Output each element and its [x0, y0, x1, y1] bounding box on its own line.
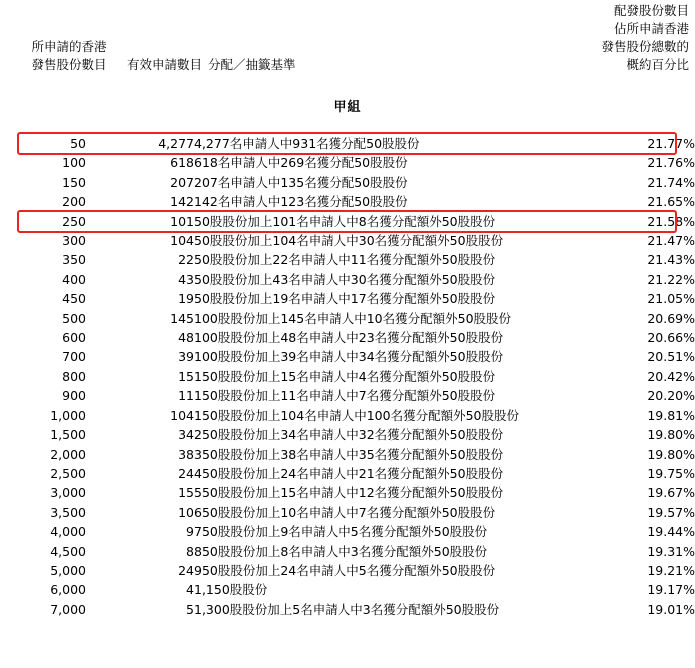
cell-shares-applied: 3,000 — [50, 485, 86, 501]
cell-allocation-basis: 100股股份加上48名申請人中23名獲分配額外50股股份 — [194, 330, 504, 346]
cell-valid-applications: 618 — [170, 155, 194, 171]
table-row — [0, 231, 695, 250]
cell-valid-applications: 104 — [170, 233, 194, 249]
cell-allocation-basis: 550股股份加上15名申請人中12名獲分配額外50股股份 — [194, 485, 504, 501]
cell-percentage: 21.58% — [647, 213, 695, 229]
cell-shares-applied: 450 — [62, 291, 86, 307]
cell-percentage: 19.67% — [647, 485, 695, 501]
cell-percentage: 19.01% — [647, 601, 695, 617]
table-row — [0, 289, 695, 308]
cell-shares-applied: 200 — [62, 194, 86, 210]
table-row — [0, 309, 695, 328]
table-row — [0, 192, 695, 211]
table-row — [0, 425, 695, 444]
cell-shares-applied: 300 — [62, 233, 86, 249]
cell-allocation-basis: 207名申請人中135名獲分配50股股份 — [194, 174, 408, 190]
cell-shares-applied: 4,500 — [50, 543, 86, 559]
allocation-table — [0, 134, 695, 619]
cell-shares-applied: 800 — [62, 368, 86, 384]
table-row — [0, 464, 695, 483]
cell-allocation-basis: 50股股份加上19名申請人中17名獲分配額外50股股份 — [194, 291, 496, 307]
cell-allocation-basis: 50股股份加上22名申請人中11名獲分配額外50股股份 — [194, 252, 496, 268]
cell-valid-applications: 15 — [178, 485, 194, 501]
table-row — [0, 367, 695, 386]
cell-percentage: 20.20% — [647, 388, 695, 404]
column-header-shares-applied-line2: 發售股份數目 — [31, 57, 107, 72]
cell-valid-applications: 19 — [178, 291, 194, 307]
cell-shares-applied: 100 — [62, 155, 86, 171]
table-header — [0, 0, 695, 92]
cell-percentage: 20.66% — [647, 330, 695, 346]
table-row — [0, 483, 695, 502]
cell-allocation-basis: 50股股份加上101名申請人中8名獲分配額外50股股份 — [194, 213, 496, 229]
cell-percentage: 21.47% — [647, 233, 695, 249]
cell-valid-applications: 8 — [186, 543, 194, 559]
table-row — [0, 134, 695, 153]
cell-valid-applications: 10 — [178, 504, 194, 520]
cell-shares-applied: 400 — [62, 271, 86, 287]
cell-valid-applications: 22 — [178, 252, 194, 268]
cell-allocation-basis: 50股股份加上43名申請人中30名獲分配額外50股股份 — [194, 271, 496, 287]
cell-valid-applications: 4 — [186, 582, 194, 598]
cell-shares-applied: 500 — [62, 310, 86, 326]
table-row — [0, 270, 695, 289]
cell-percentage: 21.05% — [647, 291, 695, 307]
cell-valid-applications: 101 — [170, 213, 194, 229]
cell-allocation-basis: 1,150股股份 — [194, 582, 268, 598]
cell-percentage: 20.69% — [647, 310, 695, 326]
cell-valid-applications: 24 — [178, 465, 194, 481]
column-header-percentage-line2: 佔所申請香港 — [613, 21, 689, 36]
cell-allocation-basis: 4,277名申請人中931名獲分配50股股份 — [194, 136, 420, 151]
cell-percentage: 19.21% — [647, 562, 695, 578]
cell-shares-applied: 700 — [62, 349, 86, 365]
cell-valid-applications: 15 — [178, 368, 194, 384]
cell-percentage: 19.81% — [647, 407, 695, 423]
cell-percentage: 21.22% — [647, 271, 695, 287]
cell-shares-applied: 900 — [62, 388, 86, 404]
table-row — [0, 445, 695, 464]
cell-percentage: 21.65% — [647, 194, 695, 210]
cell-valid-applications: 104 — [170, 407, 194, 423]
table-row — [0, 406, 695, 425]
cell-valid-applications: 38 — [178, 446, 194, 462]
cell-valid-applications: 142 — [170, 194, 194, 210]
cell-valid-applications: 24 — [178, 562, 194, 578]
column-header-percentage-line3: 發售股份總數的 — [601, 39, 689, 54]
cell-percentage: 21.77% — [647, 136, 695, 151]
cell-valid-applications: 48 — [178, 330, 194, 346]
table-row — [0, 561, 695, 580]
cell-percentage: 20.51% — [647, 349, 695, 365]
column-header-shares-applied-line1: 所申請的香港 — [31, 39, 107, 54]
group-label: 甲組 — [333, 100, 362, 115]
cell-percentage: 19.80% — [647, 446, 695, 462]
table-row — [0, 600, 695, 619]
cell-percentage: 21.43% — [647, 252, 695, 268]
table-row — [0, 250, 695, 269]
cell-percentage: 19.80% — [647, 427, 695, 443]
cell-allocation-basis: 1,300股股份加上5名申請人中3名獲分配額外50股股份 — [194, 601, 500, 617]
table-row — [0, 153, 695, 172]
cell-allocation-basis: 650股股份加上10名申請人中7名獲分配額外50股股份 — [194, 504, 496, 520]
table-row — [0, 212, 695, 231]
cell-percentage: 19.31% — [647, 543, 695, 559]
table-row — [0, 580, 695, 599]
cell-allocation-basis: 150股股份加上11名申請人中7名獲分配額外50股股份 — [194, 388, 496, 404]
cell-valid-applications: 11 — [178, 388, 194, 404]
cell-valid-applications: 145 — [170, 310, 194, 326]
cell-valid-applications: 9 — [186, 524, 194, 540]
cell-allocation-basis: 100股股份加上145名申請人中10名獲分配額外50股股份 — [194, 310, 512, 326]
cell-shares-applied: 5,000 — [50, 562, 86, 578]
cell-allocation-basis: 750股股份加上9名申請人中5名獲分配額外50股股份 — [194, 524, 488, 540]
cell-shares-applied: 4,000 — [50, 524, 86, 540]
cell-valid-applications: 4,277 — [158, 136, 194, 151]
cell-shares-applied: 1,000 — [50, 407, 86, 423]
cell-allocation-basis: 950股股份加上24名申請人中5名獲分配額外50股股份 — [194, 562, 496, 578]
allocation-table-wrapper — [0, 134, 695, 619]
cell-shares-applied: 7,000 — [50, 601, 86, 617]
cell-shares-applied: 250 — [62, 213, 86, 229]
cell-allocation-basis: 350股股份加上38名申請人中35名獲分配額外50股股份 — [194, 446, 504, 462]
allocation-table-body — [0, 134, 695, 619]
column-header-percentage — [489, 2, 689, 74]
cell-percentage: 19.75% — [647, 465, 695, 481]
cell-allocation-basis: 250股股份加上34名申請人中32名獲分配額外50股股份 — [194, 427, 504, 443]
cell-shares-applied: 600 — [62, 330, 86, 346]
cell-percentage: 21.76% — [647, 155, 695, 171]
cell-shares-applied: 2,000 — [50, 446, 86, 462]
table-row — [0, 503, 695, 522]
cell-percentage: 19.17% — [647, 582, 695, 598]
cell-allocation-basis: 50股股份加上104名申請人中30名獲分配額外50股股份 — [194, 233, 504, 249]
cell-allocation-basis: 450股股份加上24名申請人中21名獲分配額外50股股份 — [194, 465, 504, 481]
cell-percentage: 20.42% — [647, 368, 695, 384]
cell-percentage: 21.74% — [647, 174, 695, 190]
cell-shares-applied: 2,500 — [50, 465, 86, 481]
cell-shares-applied: 150 — [62, 174, 86, 190]
cell-allocation-basis: 618名申請人中269名獲分配50股股份 — [194, 155, 408, 171]
cell-shares-applied: 50 — [70, 136, 86, 151]
cell-shares-applied: 3,500 — [50, 504, 86, 520]
column-header-percentage-line1: 配發股份數目 — [613, 3, 689, 18]
cell-shares-applied: 1,500 — [50, 427, 86, 443]
table-row — [0, 522, 695, 541]
cell-shares-applied: 350 — [62, 252, 86, 268]
cell-valid-applications: 34 — [178, 427, 194, 443]
cell-valid-applications: 5 — [186, 601, 194, 617]
cell-percentage: 19.44% — [647, 524, 695, 540]
column-header-allocation-basis: 分配／抽籤基準 — [208, 57, 296, 72]
cell-valid-applications: 43 — [178, 271, 194, 287]
cell-allocation-basis: 100股股份加上39名申請人中34名獲分配額外50股股份 — [194, 349, 504, 365]
table-row — [0, 173, 695, 192]
cell-allocation-basis: 150股股份加上104名申請人中100名獲分配額外50股股份 — [194, 407, 519, 423]
cell-allocation-basis: 150股股份加上15名申請人中4名獲分配額外50股股份 — [194, 368, 496, 384]
column-header-percentage-line4: 概約百分比 — [626, 57, 689, 72]
table-row — [0, 328, 695, 347]
cell-percentage: 19.57% — [647, 504, 695, 520]
table-row — [0, 542, 695, 561]
cell-allocation-basis: 850股股份加上8名申請人中3名獲分配額外50股股份 — [194, 543, 488, 559]
cell-shares-applied: 6,000 — [50, 582, 86, 598]
table-row — [0, 386, 695, 405]
cell-valid-applications: 207 — [170, 174, 194, 190]
cell-valid-applications: 39 — [178, 349, 194, 365]
table-row — [0, 347, 695, 366]
cell-allocation-basis: 142名申請人中123名獲分配50股股份 — [194, 194, 408, 210]
column-header-valid-applications: 有效申請數目 — [126, 57, 202, 72]
